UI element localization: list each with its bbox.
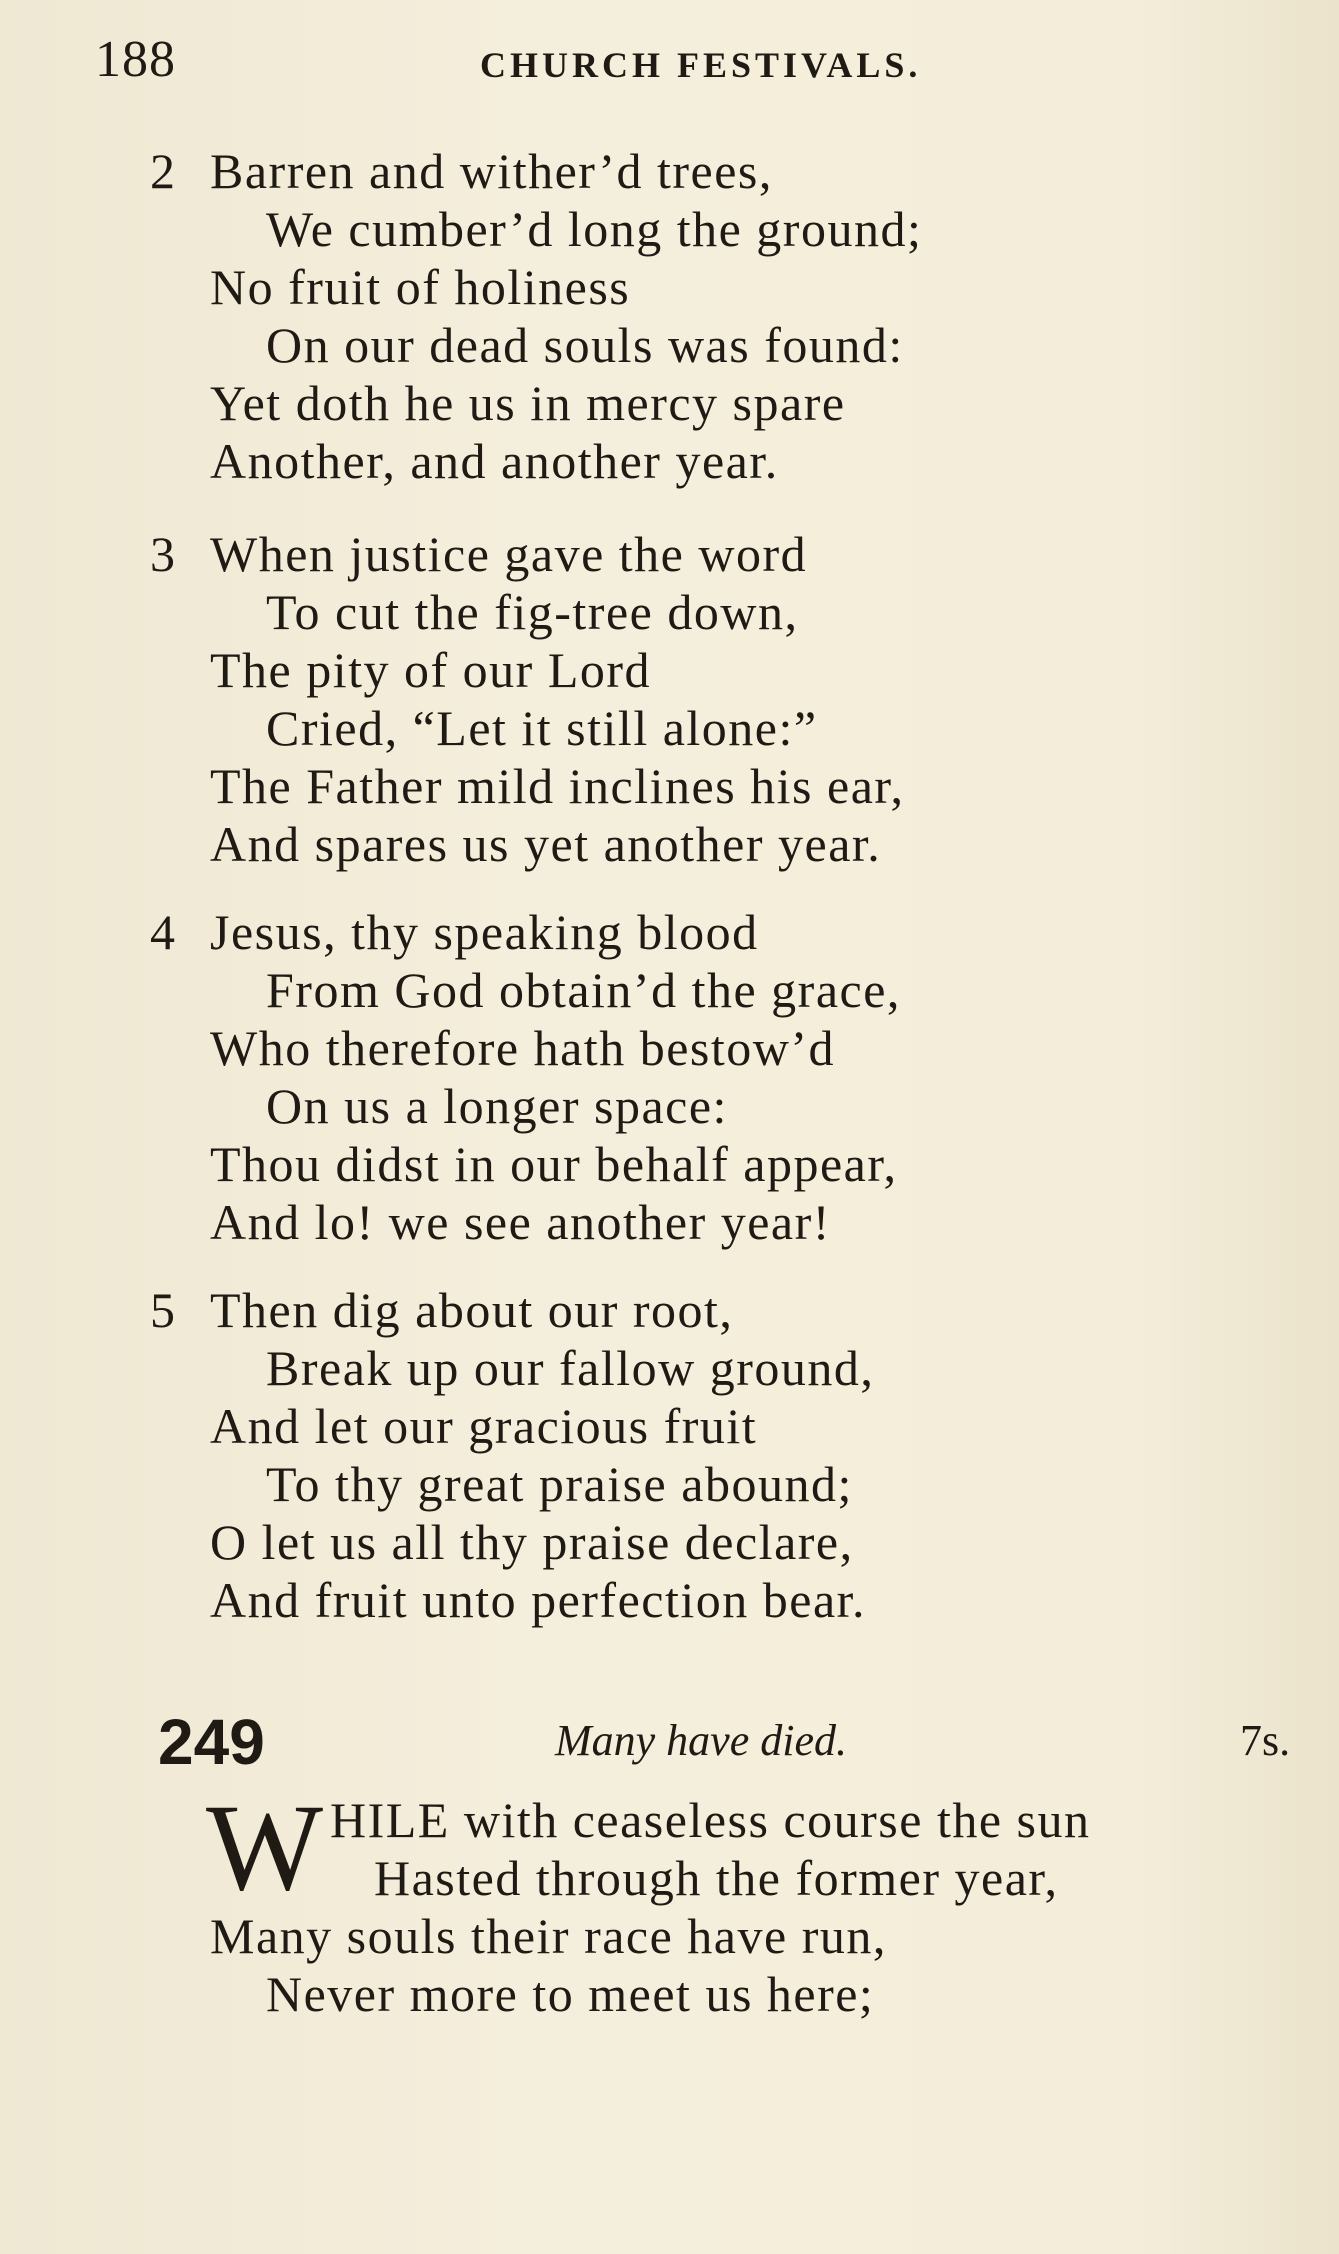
hymn-meter: 7s. bbox=[1240, 1716, 1291, 1765]
stanza-line: When justice gave the word bbox=[210, 526, 808, 582]
stanza-line: O let us all thy praise declare, bbox=[210, 1514, 854, 1570]
stanza-line: Another, and another year. bbox=[210, 433, 779, 489]
stanza-line: Then dig about our root, bbox=[210, 1282, 734, 1338]
hymn-title: Many have died. bbox=[555, 1716, 847, 1765]
stanza-line: Never more to meet us here; bbox=[266, 1966, 875, 2022]
stanza-line: Thou didst in our behalf appear, bbox=[210, 1136, 898, 1192]
stanza-number: 5 bbox=[150, 1282, 175, 1338]
running-head: CHURCH FESTIVALS. bbox=[480, 45, 922, 85]
stanza-number: 3 bbox=[150, 526, 175, 582]
page-number: 188 bbox=[95, 31, 176, 88]
stanza-line: And fruit unto perfection bear. bbox=[210, 1572, 867, 1628]
stanza-line: Many souls their race have run, bbox=[210, 1908, 887, 1964]
stanza-number: 2 bbox=[150, 143, 175, 199]
stanza-line: Who therefore hath bestow’d bbox=[210, 1020, 835, 1076]
stanza-line: To cut the fig-tree down, bbox=[266, 584, 799, 640]
stanza-line: No fruit of holiness bbox=[210, 259, 631, 315]
stanza-line: Break up our fallow ground, bbox=[266, 1340, 875, 1396]
stanza-line: The Father mild inclines his ear, bbox=[210, 758, 905, 814]
hymn-number: 249 bbox=[158, 1706, 265, 1778]
stanza-line: To thy great praise abound; bbox=[266, 1456, 853, 1512]
page-header bbox=[0, 30, 1339, 90]
stanza-line: On us a longer space: bbox=[266, 1078, 728, 1134]
stanza-line: Barren and wither’d trees, bbox=[210, 143, 773, 199]
stanza-line: And lo! we see another year! bbox=[210, 1194, 831, 1250]
stanza-line: HILE with ceaseless course the sun bbox=[330, 1792, 1091, 1848]
stanza-line: And let our gracious fruit bbox=[210, 1398, 758, 1454]
stanza-line: We cumber’d long the ground; bbox=[266, 201, 923, 257]
stanza-line: On our dead souls was found: bbox=[266, 317, 904, 373]
drop-cap: W bbox=[206, 1779, 324, 1916]
stanza-line: And spares us yet another year. bbox=[210, 816, 882, 872]
stanza-line: Cried, “Let it still alone:” bbox=[266, 700, 818, 756]
stanza-line: The pity of our Lord bbox=[210, 642, 652, 698]
stanza-line: Hasted through the former year, bbox=[374, 1850, 1059, 1906]
stanza-line: Yet doth he us in mercy spare bbox=[210, 375, 846, 431]
hymn-heading bbox=[0, 1705, 1339, 1778]
stanza-number: 4 bbox=[150, 904, 175, 960]
stanza-line: Jesus, thy speaking blood bbox=[210, 904, 759, 960]
stanza-line: From God obtain’d the grace, bbox=[266, 962, 901, 1018]
